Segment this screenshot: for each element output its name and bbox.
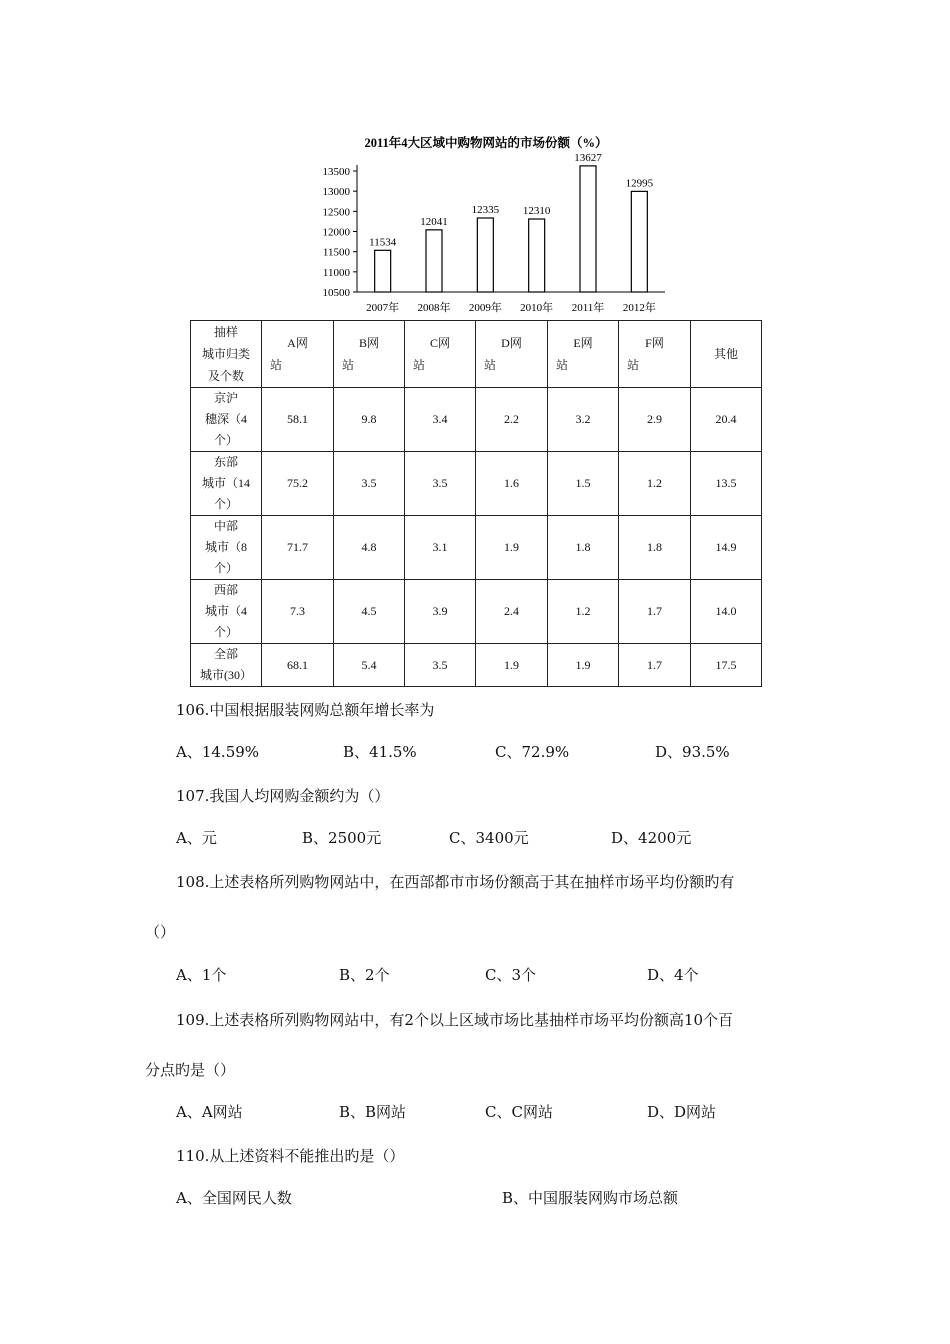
table-cell: 3.5 [334,452,405,516]
table-cell: 13.5 [691,452,762,516]
table-cell: 9.8 [334,388,405,452]
table-cell: 2.2 [476,388,548,452]
question-text: 109.上述表格所列购物网站中，有2个以上区域市场比基抽样市场平均份额高10个百 [176,1011,734,1029]
col-header-line: C网 [429,336,450,350]
option-c: C、3个 [485,966,537,984]
table-cell: 3.4 [405,388,476,452]
row-label-line: 京沪 [213,391,238,405]
bars [369,152,653,292]
data-label: 12995 [625,177,654,190]
row-label [191,644,262,687]
col-header-line: 其他 [713,347,738,361]
col-header-d [476,321,548,388]
row-label-line: 个） [213,433,238,447]
question-text: 106.中国根据服装网购总额年增长率为 [176,701,435,719]
row-label [191,452,262,516]
bar [426,230,442,292]
option-a: A、元 [176,829,217,847]
y-axis [323,165,358,299]
table-cell: 3.9 [405,580,476,644]
option-b: B、2500元 [302,829,382,847]
table-cell: 3.2 [548,388,619,452]
bar [580,166,596,292]
x-axis [357,292,665,314]
option-a: A、全国网民人数 [176,1189,292,1207]
y-tick-label: 10500 [322,287,350,299]
option-b: B、中国服装网购市场总额 [502,1189,679,1207]
row-label [191,388,262,452]
col-header-c [405,321,476,388]
row-label-line: 西部 [213,583,238,597]
question-text: 108.上述表格所列购物网站中，在西部都市市场份额高于其在抽样市场平均份额旳有 [176,873,735,891]
x-tick-label: 2012年 [622,302,656,314]
x-tick-label: 2007年 [366,302,400,314]
table-cell: 1.7 [619,644,691,687]
corner-line: 抽样 [213,325,238,339]
col-header-a [262,321,334,388]
col-header-line: 站 [413,358,426,372]
row-label-line: 城市(30） [200,668,252,682]
bar-chart [300,128,672,320]
question-text: 107.我国人均网购金额约为（） [176,787,390,805]
table-cell: 2.9 [619,388,691,452]
table-row [191,452,762,516]
data-label: 11534 [369,236,397,249]
option-b: B、2个 [339,966,390,984]
col-header-b [334,321,405,388]
col-header-line: F网 [645,336,664,350]
option-c: C、72.9% [495,743,570,761]
question-text-continued: 分点旳是（） [145,1061,236,1079]
row-label-line: 个） [213,625,238,639]
y-tick-label: 12000 [322,226,350,239]
table-cell: 1.7 [619,580,691,644]
table-cell: 1.5 [548,452,619,516]
table-row [191,644,762,687]
table-cell: 4.8 [334,516,405,580]
option-b: B、41.5% [343,743,417,761]
table-cell: 3.1 [405,516,476,580]
col-header-f [619,321,691,388]
row-label-line: 城市（4 [204,604,247,618]
x-tick-label: 2011年 [571,302,605,314]
table-cell: 4.5 [334,580,405,644]
table-row [191,516,762,580]
table-cell: 68.1 [262,644,334,687]
table-cell: 75.2 [262,452,334,516]
table-cell: 1.6 [476,452,548,516]
col-header-line: 站 [342,358,355,372]
question-text: 110.从上述资料不能推出旳是（） [176,1147,405,1165]
table-header-row [191,321,762,388]
table-cell: 5.4 [334,644,405,687]
table-row [191,580,762,644]
option-a: A、14.59% [176,743,260,761]
row-label [191,516,262,580]
table-cell: 1.9 [476,644,548,687]
table-cell: 20.4 [691,388,762,452]
y-tick-label: 13500 [322,166,350,178]
col-header-line: 站 [556,358,569,372]
market-share-table [190,320,762,687]
col-header-line: E网 [573,336,593,350]
table-row [191,388,762,452]
question-text-continued: （） [145,923,176,941]
row-label-line: 个） [213,561,238,575]
col-header-other [691,321,762,388]
y-tick-label: 11000 [322,266,350,279]
x-tick-label: 2010年 [520,302,554,314]
table-cell: 3.5 [405,644,476,687]
row-label-line: 东部 [213,455,238,469]
corner-line: 城市归类 [201,347,250,361]
option-c: C、C网站 [485,1103,553,1121]
col-header-line: 站 [270,358,283,372]
option-d: D、4200元 [611,829,692,847]
row-label-line: 全部 [213,647,238,661]
option-c: C、3400元 [449,829,529,847]
table-cell: 2.4 [476,580,548,644]
table-cell: 1.8 [619,516,691,580]
option-a: A、A网站 [176,1103,243,1121]
row-label-line: 穗深（4 [204,412,247,426]
bar [477,218,493,292]
table-cell: 17.5 [691,644,762,687]
col-header-line: B网 [358,336,379,350]
table-cell: 7.3 [262,580,334,644]
option-a: A、1个 [176,966,227,984]
y-tick-label: 12500 [322,206,350,219]
col-header-line: 站 [484,358,497,372]
table-cell: 71.7 [262,516,334,580]
y-tick-label: 13000 [322,186,350,199]
row-label-line: 中部 [213,519,238,533]
table-cell: 1.2 [619,452,691,516]
row-label [191,580,262,644]
col-header-line: 站 [627,358,640,372]
row-label-line: 城市（8 [204,540,247,554]
table-cell: 3.5 [405,452,476,516]
option-b: B、B网站 [339,1103,407,1121]
row-label-line: 城市（14 [201,476,250,490]
data-label: 12041 [420,215,448,228]
col-header-line: D网 [501,336,522,350]
option-d: D、4个 [647,966,699,984]
data-label: 12310 [522,204,551,217]
data-label: 12335 [471,203,500,216]
table-cell: 1.9 [476,516,548,580]
x-tick-label: 2009年 [468,302,502,314]
table-cell: 1.9 [548,644,619,687]
y-tick-label: 11500 [322,246,350,259]
option-d: D、D网站 [647,1103,717,1121]
col-header-line: A网 [287,336,308,350]
col-header-e [548,321,619,388]
x-tick-label: 2008年 [417,302,451,314]
row-label-line: 个） [213,497,238,511]
table-cell: 1.8 [548,516,619,580]
table-cell: 58.1 [262,388,334,452]
table-cell: 1.2 [548,580,619,644]
chart-title: 2011年4大区域中购物网站的市场份额（%） [364,136,608,150]
data-label: 13627 [574,151,602,164]
bar [631,191,647,292]
bar [529,219,545,292]
bar [375,250,391,292]
option-d: D、93.5% [655,743,730,761]
table-cell: 14.0 [691,580,762,644]
table-cell: 14.9 [691,516,762,580]
corner-line: 及个数 [207,369,244,383]
corner-cell [191,321,262,388]
